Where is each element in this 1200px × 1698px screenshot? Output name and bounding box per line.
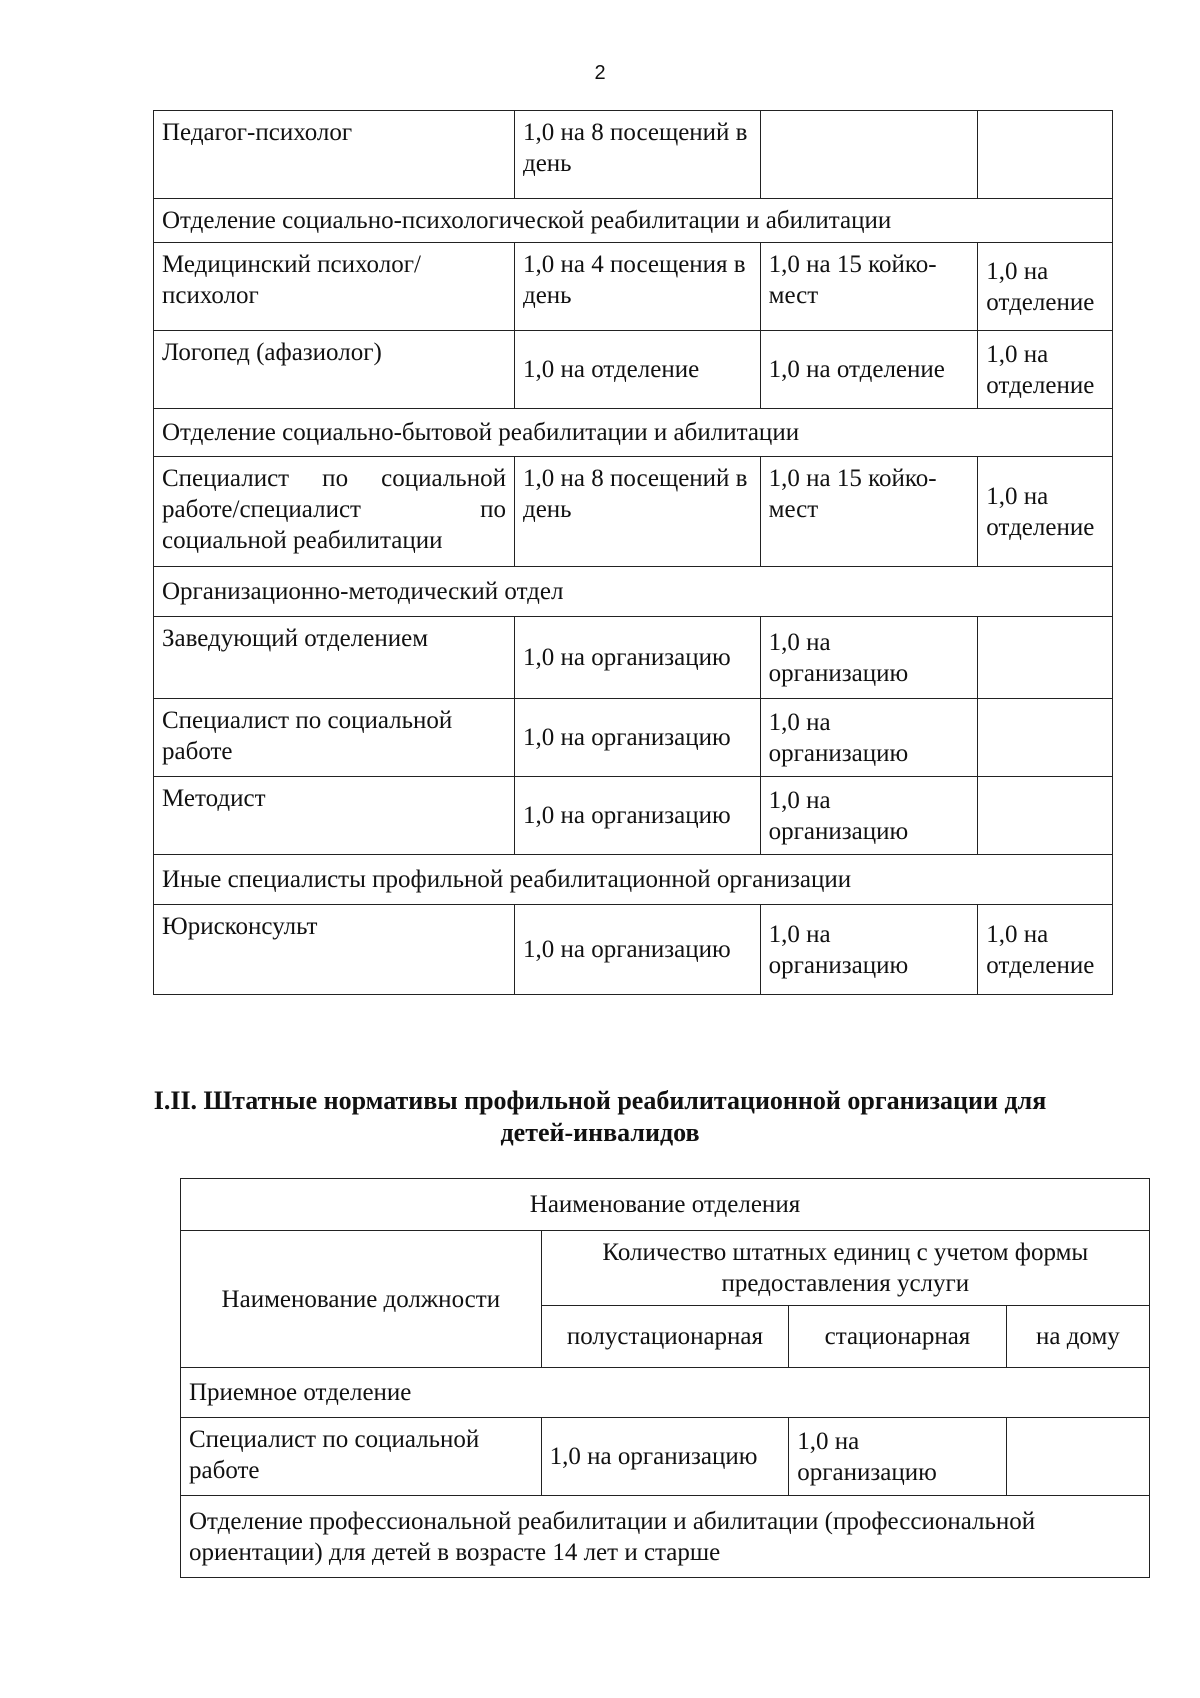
home-cell xyxy=(1006,1418,1149,1496)
section-title: Иные специалисты профильной реабилитационной организации xyxy=(154,855,1113,905)
stationary-cell: 1,0 на отделение xyxy=(760,331,978,409)
semistationary-cell: 1,0 на 8 посещений в день xyxy=(514,457,760,567)
table-row xyxy=(154,111,1113,199)
header-form-home: на дому xyxy=(1006,1306,1149,1368)
semistationary-cell: 1,0 на организацию xyxy=(514,699,760,777)
header-count: Количество штатных единиц с учетом формы предоставления услуги xyxy=(541,1231,1149,1306)
position-name: Медицинский психолог/психолог xyxy=(154,243,515,331)
stationary-cell: 1,0 на организацию xyxy=(760,905,978,995)
section-title: Отделение социально-бытовой реабилитации и абилитации xyxy=(154,409,1113,457)
header-department: Наименование отделения xyxy=(181,1179,1150,1231)
position-name: Заведующий отделением xyxy=(154,617,515,699)
semistationary-cell: 1,0 на отделение xyxy=(514,331,760,409)
section-row xyxy=(181,1368,1150,1418)
stationary-cell: 1,0 на организацию xyxy=(760,617,978,699)
section-row xyxy=(154,855,1113,905)
stationary-cell xyxy=(760,111,978,199)
home-cell xyxy=(978,617,1113,699)
semistationary-cell: 1,0 на 4 посещения в день xyxy=(514,243,760,331)
home-cell xyxy=(978,111,1113,199)
home-cell: 1,0 на отделение xyxy=(978,905,1113,995)
stationary-cell: 1,0 на организацию xyxy=(760,699,978,777)
table-row xyxy=(154,243,1113,331)
position-name: Специалист по социальной работе/специалист по социальной реабилитации xyxy=(154,457,515,567)
home-cell: 1,0 на отделение xyxy=(978,331,1113,409)
stationary-cell: 1,0 на организацию xyxy=(789,1418,1006,1496)
section-heading: I.II. Штатные нормативы профильной реабилитационной организации для детей-инвалидов xyxy=(153,1086,1047,1147)
section-title: Организационно-методический отдел xyxy=(154,567,1113,617)
section-row xyxy=(154,199,1113,243)
position-name: Юрисконсульт xyxy=(154,905,515,995)
position-name: Методист xyxy=(154,777,515,855)
semistationary-cell: 1,0 на организацию xyxy=(541,1418,789,1496)
section-row xyxy=(154,567,1113,617)
header-form-semistationary: полустационарная xyxy=(541,1306,789,1368)
section-title: Отделение профессиональной реабилитации и абилитации (профессиональной ориентации) для детей в возрасте 14 лет и старше xyxy=(181,1496,1150,1578)
home-cell xyxy=(978,699,1113,777)
stationary-cell: 1,0 на организацию xyxy=(760,777,978,855)
table-row xyxy=(154,699,1113,777)
semistationary-cell: 1,0 на организацию xyxy=(514,617,760,699)
home-cell xyxy=(978,777,1113,855)
semistationary-cell: 1,0 на 8 посещений в день xyxy=(514,111,760,199)
position-name: Педагог-психолог xyxy=(154,111,515,199)
position-name: Логопед (афазиолог) xyxy=(154,331,515,409)
stationary-cell: 1,0 на 15 койко-мест xyxy=(760,457,978,567)
table-row xyxy=(154,457,1113,567)
table-row xyxy=(154,617,1113,699)
section-row xyxy=(154,409,1113,457)
section-title: Отделение социально-психологической реабилитации и абилитации xyxy=(154,199,1113,243)
stationary-cell: 1,0 на 15 койко-мест xyxy=(760,243,978,331)
header-form-stationary: стационарная xyxy=(789,1306,1006,1368)
table-row xyxy=(154,331,1113,409)
semistationary-cell: 1,0 на организацию xyxy=(514,905,760,995)
semistationary-cell: 1,0 на организацию xyxy=(514,777,760,855)
header-position: Наименование должности xyxy=(181,1231,542,1368)
section-title: Приемное отделение xyxy=(181,1368,1150,1418)
table-row xyxy=(154,777,1113,855)
home-cell: 1,0 на отделение xyxy=(978,457,1113,567)
home-cell: 1,0 на отделение xyxy=(978,243,1113,331)
staffing-table-children xyxy=(180,1178,1150,1578)
staffing-table-adults xyxy=(153,110,1113,995)
section-row xyxy=(181,1496,1150,1578)
position-name: Специалист по социальной работе xyxy=(154,699,515,777)
table-row xyxy=(154,905,1113,995)
table-row xyxy=(181,1418,1150,1496)
position-name: Специалист по социальной работе xyxy=(181,1418,542,1496)
page-number: 2 xyxy=(594,62,606,84)
